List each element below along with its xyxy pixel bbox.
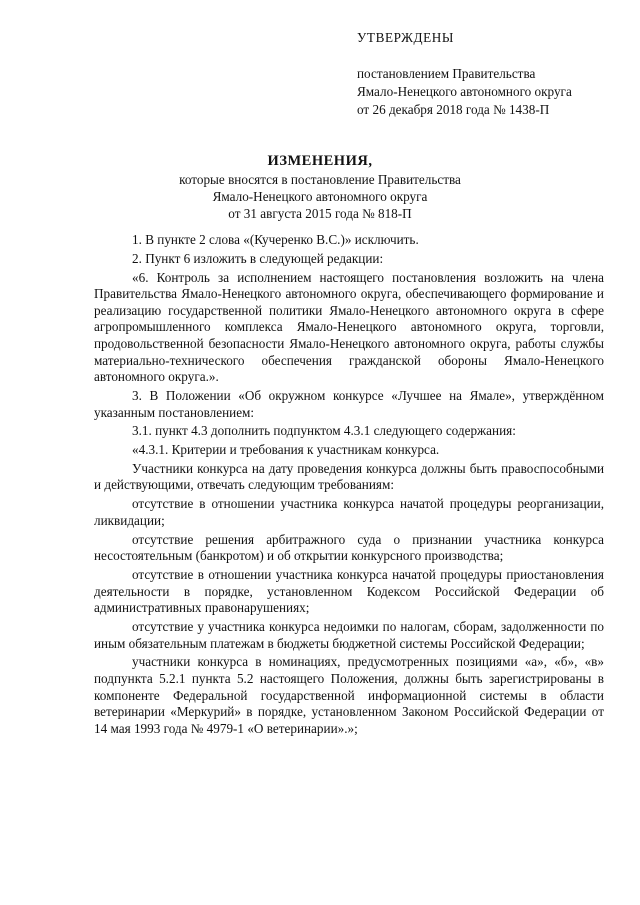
paragraph-11: отсутствие у участника конкурса недоимки по налогам, сборам, задолженности по иным обязательным платежам в бюджеты бюджетной системы Российской Федерации; — [94, 618, 604, 651]
approval-line-1: постановлением Правительства — [357, 66, 536, 81]
document-body — [94, 232, 604, 739]
paragraph-10: отсутствие в отношении участника конкурса начатой процедуры приостановления деятельности в порядке, установленном Кодексом Российской Федерации об административных правонарушениях; — [94, 566, 604, 616]
approval-line-3: от 26 декабря 2018 года № 1438-П — [357, 102, 550, 117]
paragraph-5: 3.1. пункт 4.3 дополнить подпунктом 4.3.1 следующего содержания: — [132, 423, 516, 439]
paragraph-7: Участники конкурса на дату проведения конкурса должны быть правоспособными и действующими, отвечать следующим требованиям: — [94, 460, 604, 493]
title-line-2: Ямало-Ненецкого автономного округа — [212, 189, 428, 204]
approval-line-2: Ямало-Ненецкого автономного округа — [357, 84, 572, 99]
paragraph-9: отсутствие решения арбитражного суда о признании участника конкурса несостоятельным (банкротом) и об открытии конкурсного производства; — [94, 531, 604, 564]
document-title-block — [60, 152, 580, 222]
title-line-1: которые вносятся в постановление Правительства — [179, 172, 461, 187]
approval-block — [357, 29, 627, 119]
paragraph-3: «6. Контроль за исполнением настоящего постановления возложить на члена Правительства Ямало-Ненецкого автономного округа, обеспечивающего формирование и реализацию государственной политики Ямало-Ненецкого автономного округа в сфере агропромышленного комплекса Ямало-Ненецкого автономного округа, торговли, продовольственной безопасности Ямало-Ненецкого автономного округа, работы службы материально-технического обеспечения гражданской обороны Ямало-Ненецкого автономного округа.». — [94, 269, 604, 385]
paragraph-1: 1. В пункте 2 слова «(Кучеренко В.С.)» исключить. — [132, 232, 419, 247]
paragraph-6: «4.3.1. Критерии и требования к участникам конкурса. — [132, 442, 440, 458]
paragraph-12: участники конкурса в номинациях, предусмотренных позициями «а», «б», «в» подпункта 5.2.1 пункта 5.2 настоящего Положения, должны быть зарегистрированы в компоненте Федеральной государственной информационной системы в области ветеринарии «Меркурий» в порядке, установленном Законом Российской Федерации от 14 мая 1993 года № 4979-1 «О ветеринарии».»; — [94, 654, 604, 736]
title-line-3: от 31 августа 2015 года № 818-П — [228, 206, 412, 221]
document-title: ИЗМЕНЕНИЯ, — [267, 153, 373, 169]
approval-heading: УТВЕРЖДЕНЫ — [357, 30, 455, 45]
paragraph-8: отсутствие в отношении участника конкурса начатой процедуры реорганизации, ликвидации; — [94, 496, 604, 528]
paragraph-2: 2. Пункт 6 изложить в следующей редакции: — [132, 250, 384, 266]
paragraph-4: 3. В Положении «Об окружном конкурсе «Лучшее на Ямале», утверждённом указанным постановлением: — [94, 387, 604, 420]
